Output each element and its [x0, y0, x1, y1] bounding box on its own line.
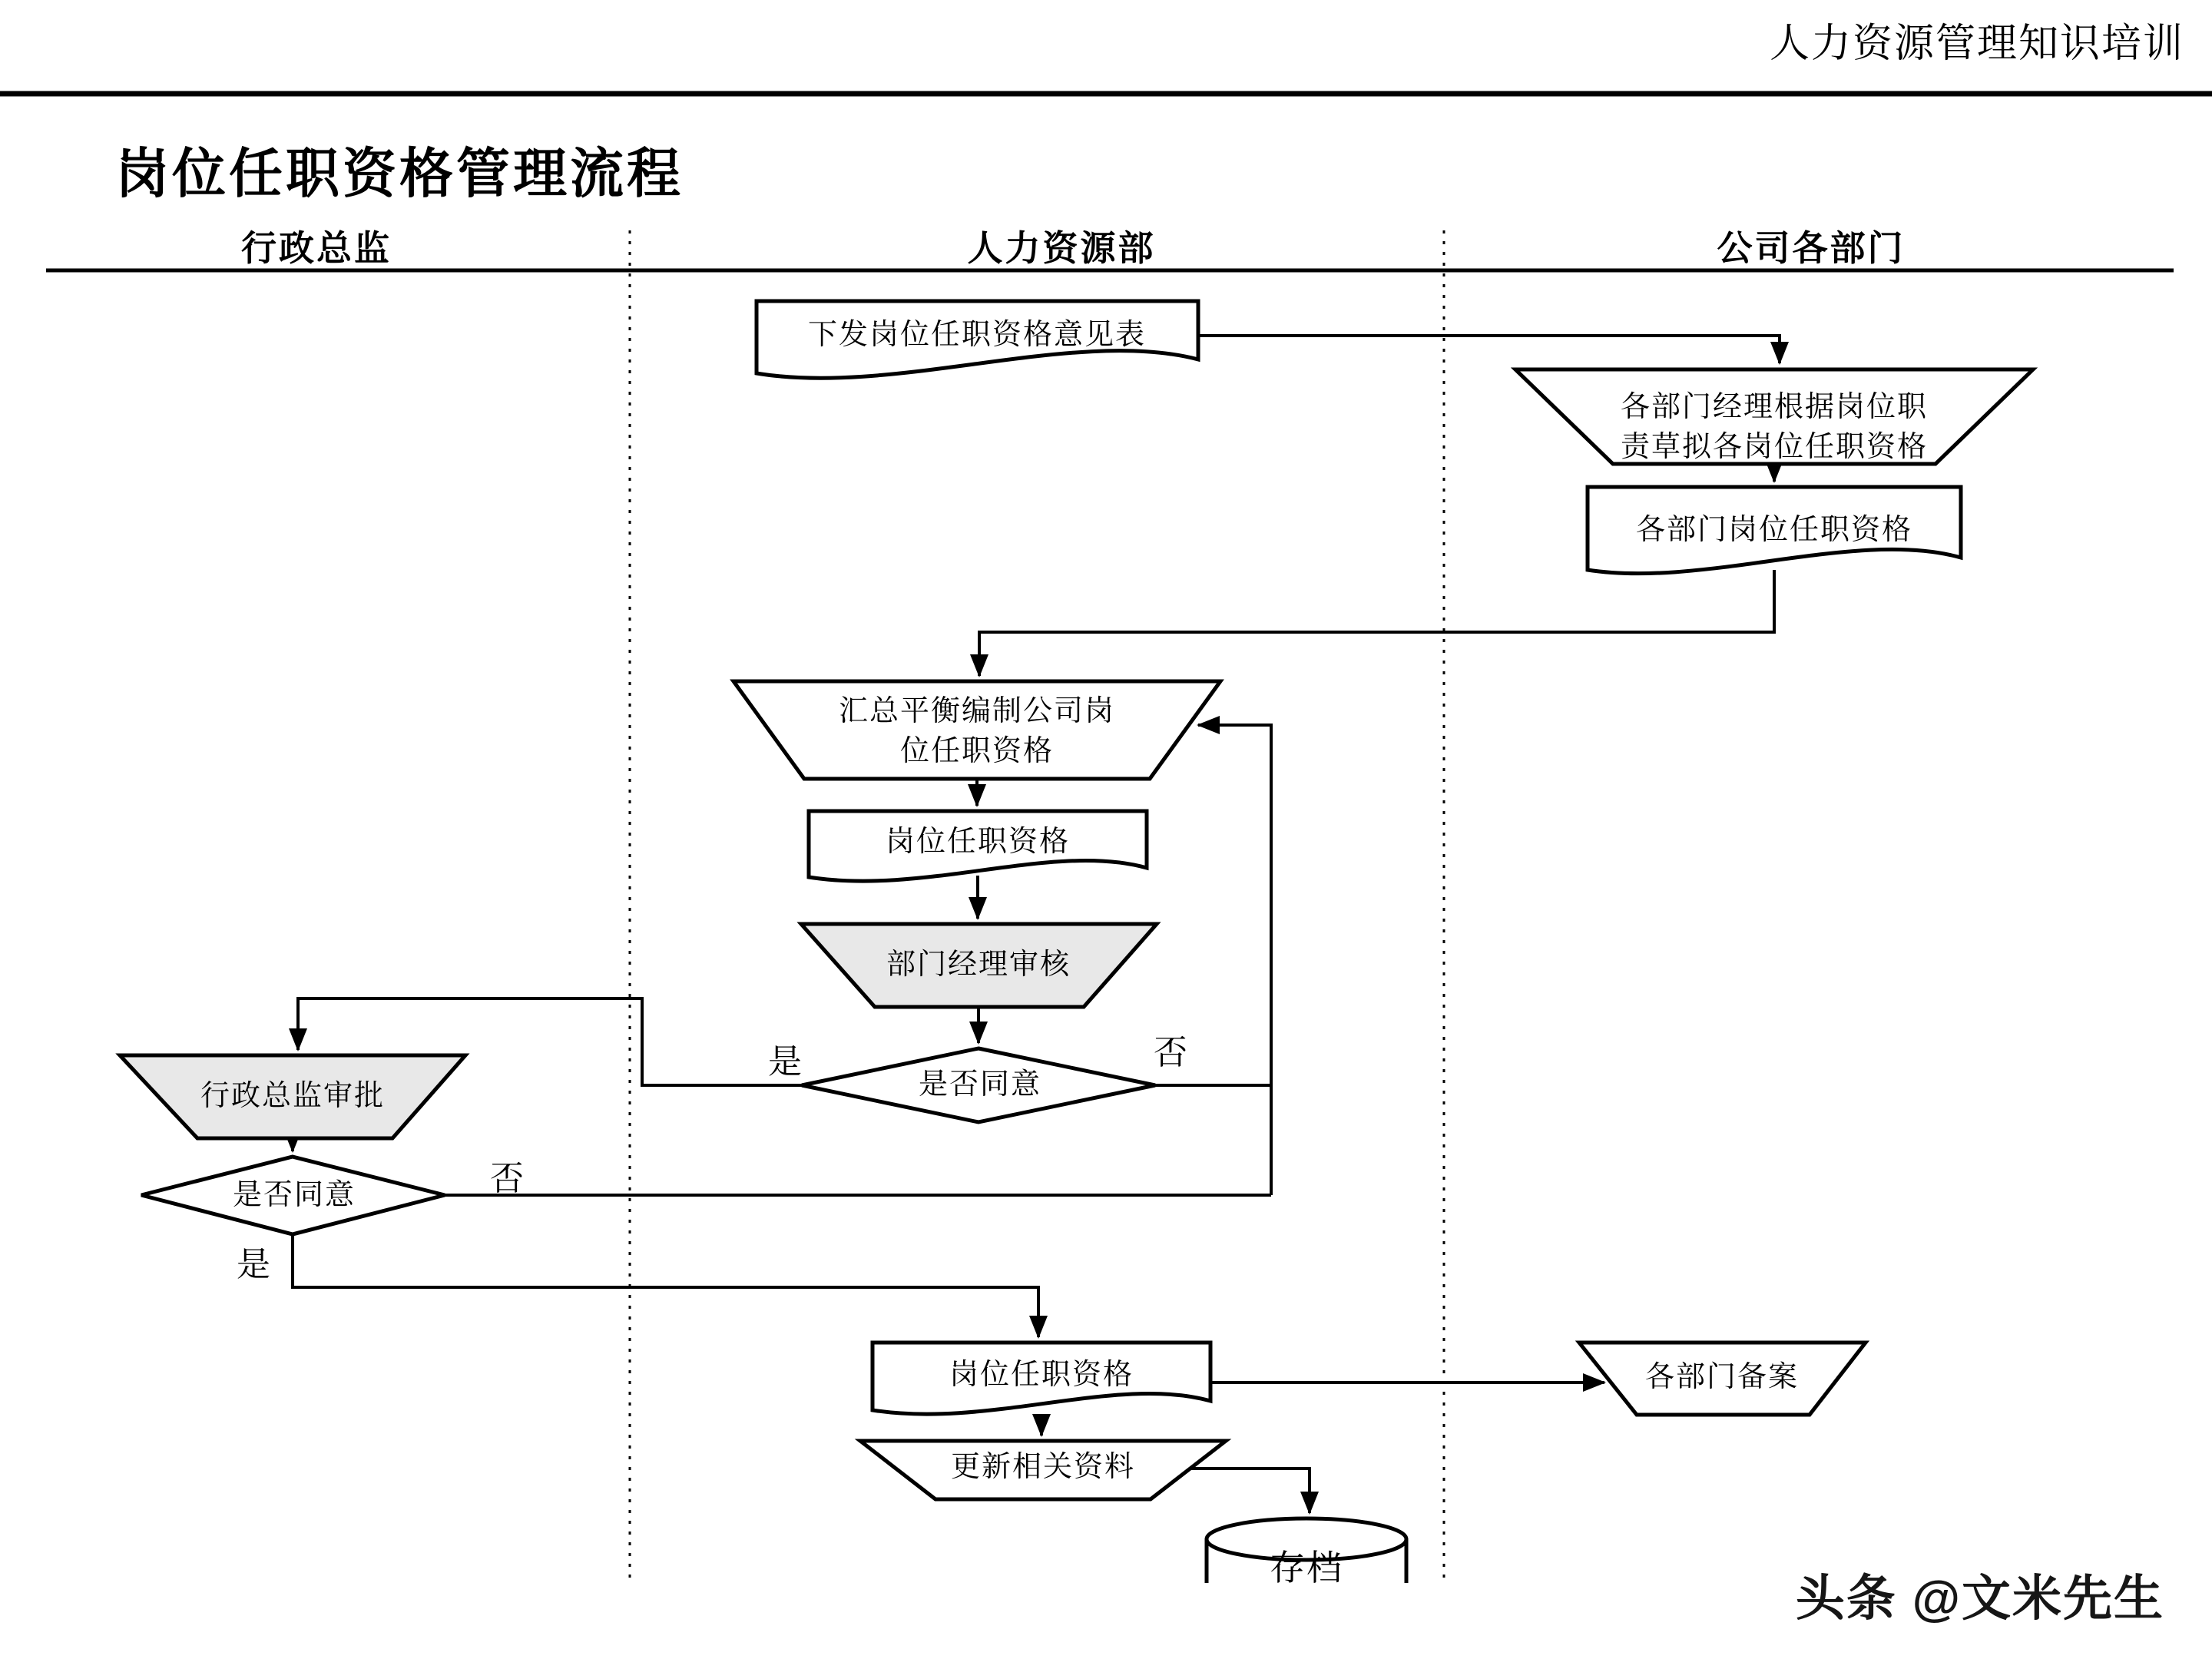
archive-label-clip — [1184, 1505, 1429, 1583]
qualification-doc-label: 岗位任职资格 — [885, 826, 1071, 858]
watermark: 头条 @文米先生 — [1795, 1571, 2164, 1626]
decision1-no-label: 否 — [1154, 1034, 1187, 1071]
update-materials-label: 更新相关资料 — [950, 1451, 1136, 1483]
decision2-no-label: 否 — [490, 1160, 524, 1197]
connector-no-feedback — [1198, 725, 1271, 1195]
dept-qualification-label: 各部门岗位任职资格 — [1635, 514, 1913, 546]
summarize-label-line2: 位任职资格 — [899, 735, 1055, 767]
lane-header-hr-department: 人力资源部 — [967, 228, 1156, 268]
decision1-label: 是否同意 — [918, 1068, 1042, 1101]
summarize-label-line1: 汇总平衡编制公司岗 — [838, 695, 1116, 727]
archive-label: 存档 — [1270, 1548, 1343, 1583]
draft-label-line2: 责草拟各岗位任职资格 — [1620, 431, 1929, 463]
page-header-label: 人力资源管理知识培训 — [1769, 22, 2184, 66]
lane-header-company-departments: 公司各部门 — [1717, 228, 1906, 268]
manager-review-label: 部门经理审核 — [886, 949, 1071, 981]
page-title: 岗位任职资格管理流程 — [115, 144, 684, 204]
decision2-label: 是否同意 — [232, 1179, 356, 1211]
issue-form-label: 下发岗位任职资格意见表 — [807, 319, 1147, 351]
decision2-yes-label: 是 — [237, 1246, 270, 1283]
decision1-yes-label: 是 — [768, 1043, 802, 1081]
draft-label-line1: 各部门经理根据岗位职 — [1620, 391, 1929, 423]
director-approval-label: 行政总监审批 — [200, 1080, 386, 1112]
lane-header-admin-director: 行政总监 — [241, 228, 392, 268]
draft-label — [1621, 387, 1928, 467]
summarize-label — [839, 691, 1115, 771]
dept-filing-label: 各部门备案 — [1644, 1361, 1800, 1393]
connector-issue-to-draft — [1198, 336, 1780, 363]
connector-decision2-yes — [293, 1234, 1038, 1337]
connector-deptdoc-to-summarize — [979, 570, 1774, 676]
final-qualification-label: 岗位任职资格 — [949, 1359, 1134, 1391]
